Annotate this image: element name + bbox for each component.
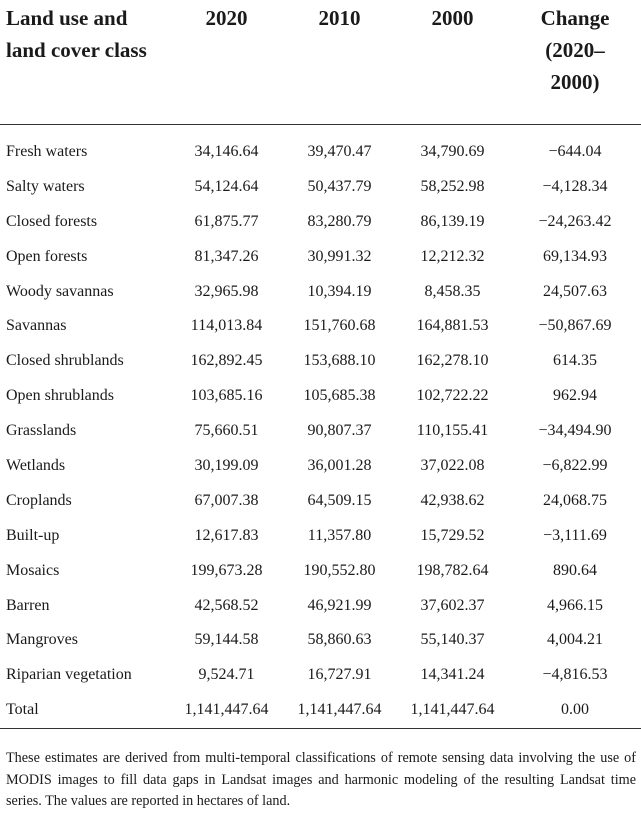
row-label: Salty waters	[6, 177, 85, 195]
cell-value: −24,263.42	[538, 212, 612, 230]
cell-value: 198,782.64	[416, 561, 489, 579]
cell-value: 110,155.41	[416, 422, 489, 440]
cell-value: 64,509.15	[307, 491, 372, 509]
table-row	[0, 135, 641, 170]
cell-value: 24,507.63	[543, 282, 607, 300]
row-label: Mosaics	[6, 561, 60, 579]
cell-value: 10,394.19	[307, 282, 372, 300]
cell-value: −34,494.90	[538, 422, 612, 440]
cell-value: 190,552.80	[303, 561, 376, 579]
cell-value: 59,144.58	[194, 631, 259, 649]
table-row	[0, 379, 641, 414]
table-footnote: These estimates are derived from multi-temporal classifications of remote sensing data involving the use of MODIS images to fill data gaps in Landsat images and harmonic modeling of the resulting Landsat time series. The values are reported in hectares of land.	[6, 750, 636, 810]
table-row	[0, 414, 641, 449]
row-label: Croplands	[6, 491, 72, 509]
cell-value: 164,881.53	[416, 317, 489, 335]
table-row	[0, 588, 641, 623]
table-row	[0, 518, 641, 553]
row-label: Open shrublands	[6, 387, 114, 405]
cell-value: 162,892.45	[190, 352, 263, 370]
row-label: Built-up	[6, 526, 60, 544]
table-row	[0, 449, 641, 484]
table-row	[0, 623, 641, 658]
cell-value: 58,860.63	[307, 631, 372, 649]
cell-value: 75,660.51	[194, 422, 259, 440]
cell-value: 58,252.98	[420, 177, 485, 195]
cell-value: 37,602.37	[420, 596, 485, 614]
cell-value: 1,141,447.64	[170, 693, 283, 728]
cell-value: 39,470.47	[307, 142, 372, 160]
cell-value: 55,140.37	[420, 631, 485, 649]
cell-value: −50,867.69	[538, 317, 612, 335]
row-label: Wetlands	[6, 456, 66, 474]
cell-value: 86,139.19	[420, 212, 485, 230]
cell-value: 890.64	[553, 561, 597, 579]
cell-value: 1,141,447.64	[396, 693, 509, 728]
cell-value: 162,278.10	[416, 352, 489, 370]
cell-value: 114,013.84	[190, 317, 263, 335]
cell-value: 42,938.62	[420, 491, 485, 509]
table-row	[0, 309, 641, 344]
table-row	[0, 553, 641, 588]
cell-value: −644.04	[548, 142, 602, 160]
table-row	[0, 274, 641, 309]
table-row	[0, 344, 641, 379]
cell-value: 54,124.64	[194, 177, 259, 195]
cell-value: 103,685.16	[190, 387, 263, 405]
row-label: Riparian vegetation	[6, 666, 132, 684]
row-label: Mangroves	[6, 631, 78, 649]
cell-value: 9,524.71	[198, 666, 255, 684]
cell-value: 105,685.38	[303, 387, 376, 405]
cell-value: 11,357.80	[307, 526, 372, 544]
cell-value: 69,134.93	[543, 247, 607, 265]
cell-value: −3,111.69	[543, 526, 607, 544]
cell-value: 24,068.75	[543, 491, 607, 509]
cell-value: 30,991.32	[307, 247, 372, 265]
cell-value: 4,004.21	[547, 631, 603, 649]
cell-value: 102,722.22	[416, 387, 489, 405]
cell-value: −4,128.34	[542, 177, 608, 195]
row-label: Barren	[6, 596, 50, 614]
table-row	[0, 483, 641, 518]
cell-value: 42,568.52	[194, 596, 259, 614]
cell-value: 36,001.28	[307, 456, 372, 474]
cell-value: 16,727.91	[307, 666, 372, 684]
cell-value: 4,966.15	[547, 596, 603, 614]
row-label: Total	[0, 693, 170, 728]
cell-value: 50,437.79	[307, 177, 372, 195]
table-row	[0, 239, 641, 274]
header-class: Land use and land cover class	[6, 6, 147, 62]
cell-value: 30,199.09	[194, 456, 259, 474]
cell-value: −4,816.53	[542, 666, 608, 684]
row-label: Savannas	[6, 317, 67, 335]
cell-value: 67,007.38	[194, 491, 259, 509]
cell-value: 962.94	[553, 387, 597, 405]
cell-value: 34,790.69	[420, 142, 485, 160]
header-2010: 2010	[318, 6, 361, 30]
cell-value: −6,822.99	[542, 456, 608, 474]
row-label: Open forests	[6, 247, 88, 265]
cell-value: 90,807.37	[307, 422, 372, 440]
cell-value: 153,688.10	[303, 352, 376, 370]
cell-value: 81,347.26	[194, 247, 259, 265]
cell-value: 199,673.28	[190, 561, 263, 579]
cell-value: 12,212.32	[420, 247, 485, 265]
cell-value: 37,022.08	[420, 456, 485, 474]
cell-value: 1,141,447.64	[283, 693, 396, 728]
cell-value: 46,921.99	[307, 596, 372, 614]
cell-value: 32,965.98	[194, 282, 259, 300]
cell-value: 34,146.64	[194, 142, 259, 160]
table-row	[0, 693, 641, 728]
cell-value: 61,875.77	[194, 212, 259, 230]
table-row	[0, 204, 641, 239]
header-2020: 2020	[205, 6, 248, 30]
cell-value: 0.00	[509, 693, 641, 728]
header-row	[0, 0, 641, 124]
row-label: Closed forests	[6, 212, 98, 230]
header-2000: 2000	[431, 6, 474, 30]
cell-value: 83,280.79	[307, 212, 372, 230]
row-label: Woody savannas	[6, 282, 114, 300]
cell-value: 151,760.68	[303, 317, 376, 335]
header-change: Change (2020–2000)	[540, 6, 610, 94]
cell-value: 14,341.24	[420, 666, 485, 684]
table-row	[0, 169, 641, 204]
row-label: Grasslands	[6, 422, 77, 440]
row-label: Fresh waters	[6, 142, 88, 160]
cell-value: 12,617.83	[194, 526, 259, 544]
table-row	[0, 658, 641, 693]
cell-value: 8,458.35	[424, 282, 481, 300]
cell-value: 15,729.52	[420, 526, 485, 544]
cell-value: 614.35	[553, 352, 597, 370]
row-label: Closed shrublands	[6, 352, 124, 370]
